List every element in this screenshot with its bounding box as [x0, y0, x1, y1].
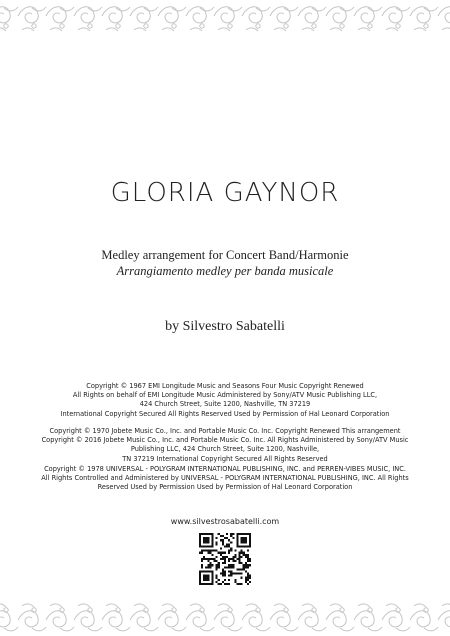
copyright-line: Reserved Used by Permission Used by Permission of Hal Leonard Corporation: [97, 483, 353, 492]
copyright-block-2: [30, 427, 420, 464]
bottom-floral-border: [0, 598, 450, 636]
copyright-block-3: [30, 465, 420, 493]
copyright-line: Copyright © 1970 Jobete Music Co., Inc. and Portable Music Co. Inc. Copyright Renewed This arrangement: [49, 427, 401, 435]
subtitle-english: Medley arrangement for Concert Band/Harmonie: [101, 248, 349, 262]
website-link[interactable]: www.silvestrosabatelli.com: [170, 517, 280, 526]
copyright-line: Copyright © 1967 EMI Longitude Music and Seasons Four Music Copyright Renewed: [86, 382, 364, 390]
copyright-line: Copyright © 2016 Jobete Music Co., Inc. and Portable Music Co. Inc. All Rights Administered by Sony/ATV Music: [41, 436, 409, 445]
copyright-line: Copyright © 1978 UNIVERSAL - POLYGRAM INTERNATIONAL PUBLISHING, INC. and PERREN-VIBES MUSIC, INC.: [44, 465, 406, 473]
author-credit: by Silvestro Sabatelli: [165, 319, 285, 334]
copyright-block-1: [30, 382, 420, 419]
page-title: GLORIA GAYNOR: [110, 178, 340, 208]
copyright-line: International Copyright Secured All Rights Reserved Used by Permission of Hal Leonard Corporation: [60, 409, 390, 418]
copyright-line: TN 37219 International Copyright Secured All Rights Reserved: [122, 454, 328, 463]
copyright-line: All Rights on behalf of EMI Longitude Music Administered by Sony/ATV Music Publishing LLC,: [72, 391, 378, 400]
copyright-line: Publishing LLC, 424 Church Street, Suite 1200, Nashville,: [130, 445, 320, 454]
copyright-line: 424 Church Street, Suite 1200, Nashville, TN 37219: [139, 400, 311, 409]
copyright-line: All Rights Controlled and Administered by UNIVERSAL - POLYGRAM INTERNATIONAL PUBLISHING, INC. All Rights: [41, 474, 409, 483]
top-floral-border: [0, 0, 450, 38]
qr-code-icon[interactable]: [199, 533, 251, 585]
subtitle-italian: Arrangiamento medley per banda musicale: [116, 264, 334, 278]
